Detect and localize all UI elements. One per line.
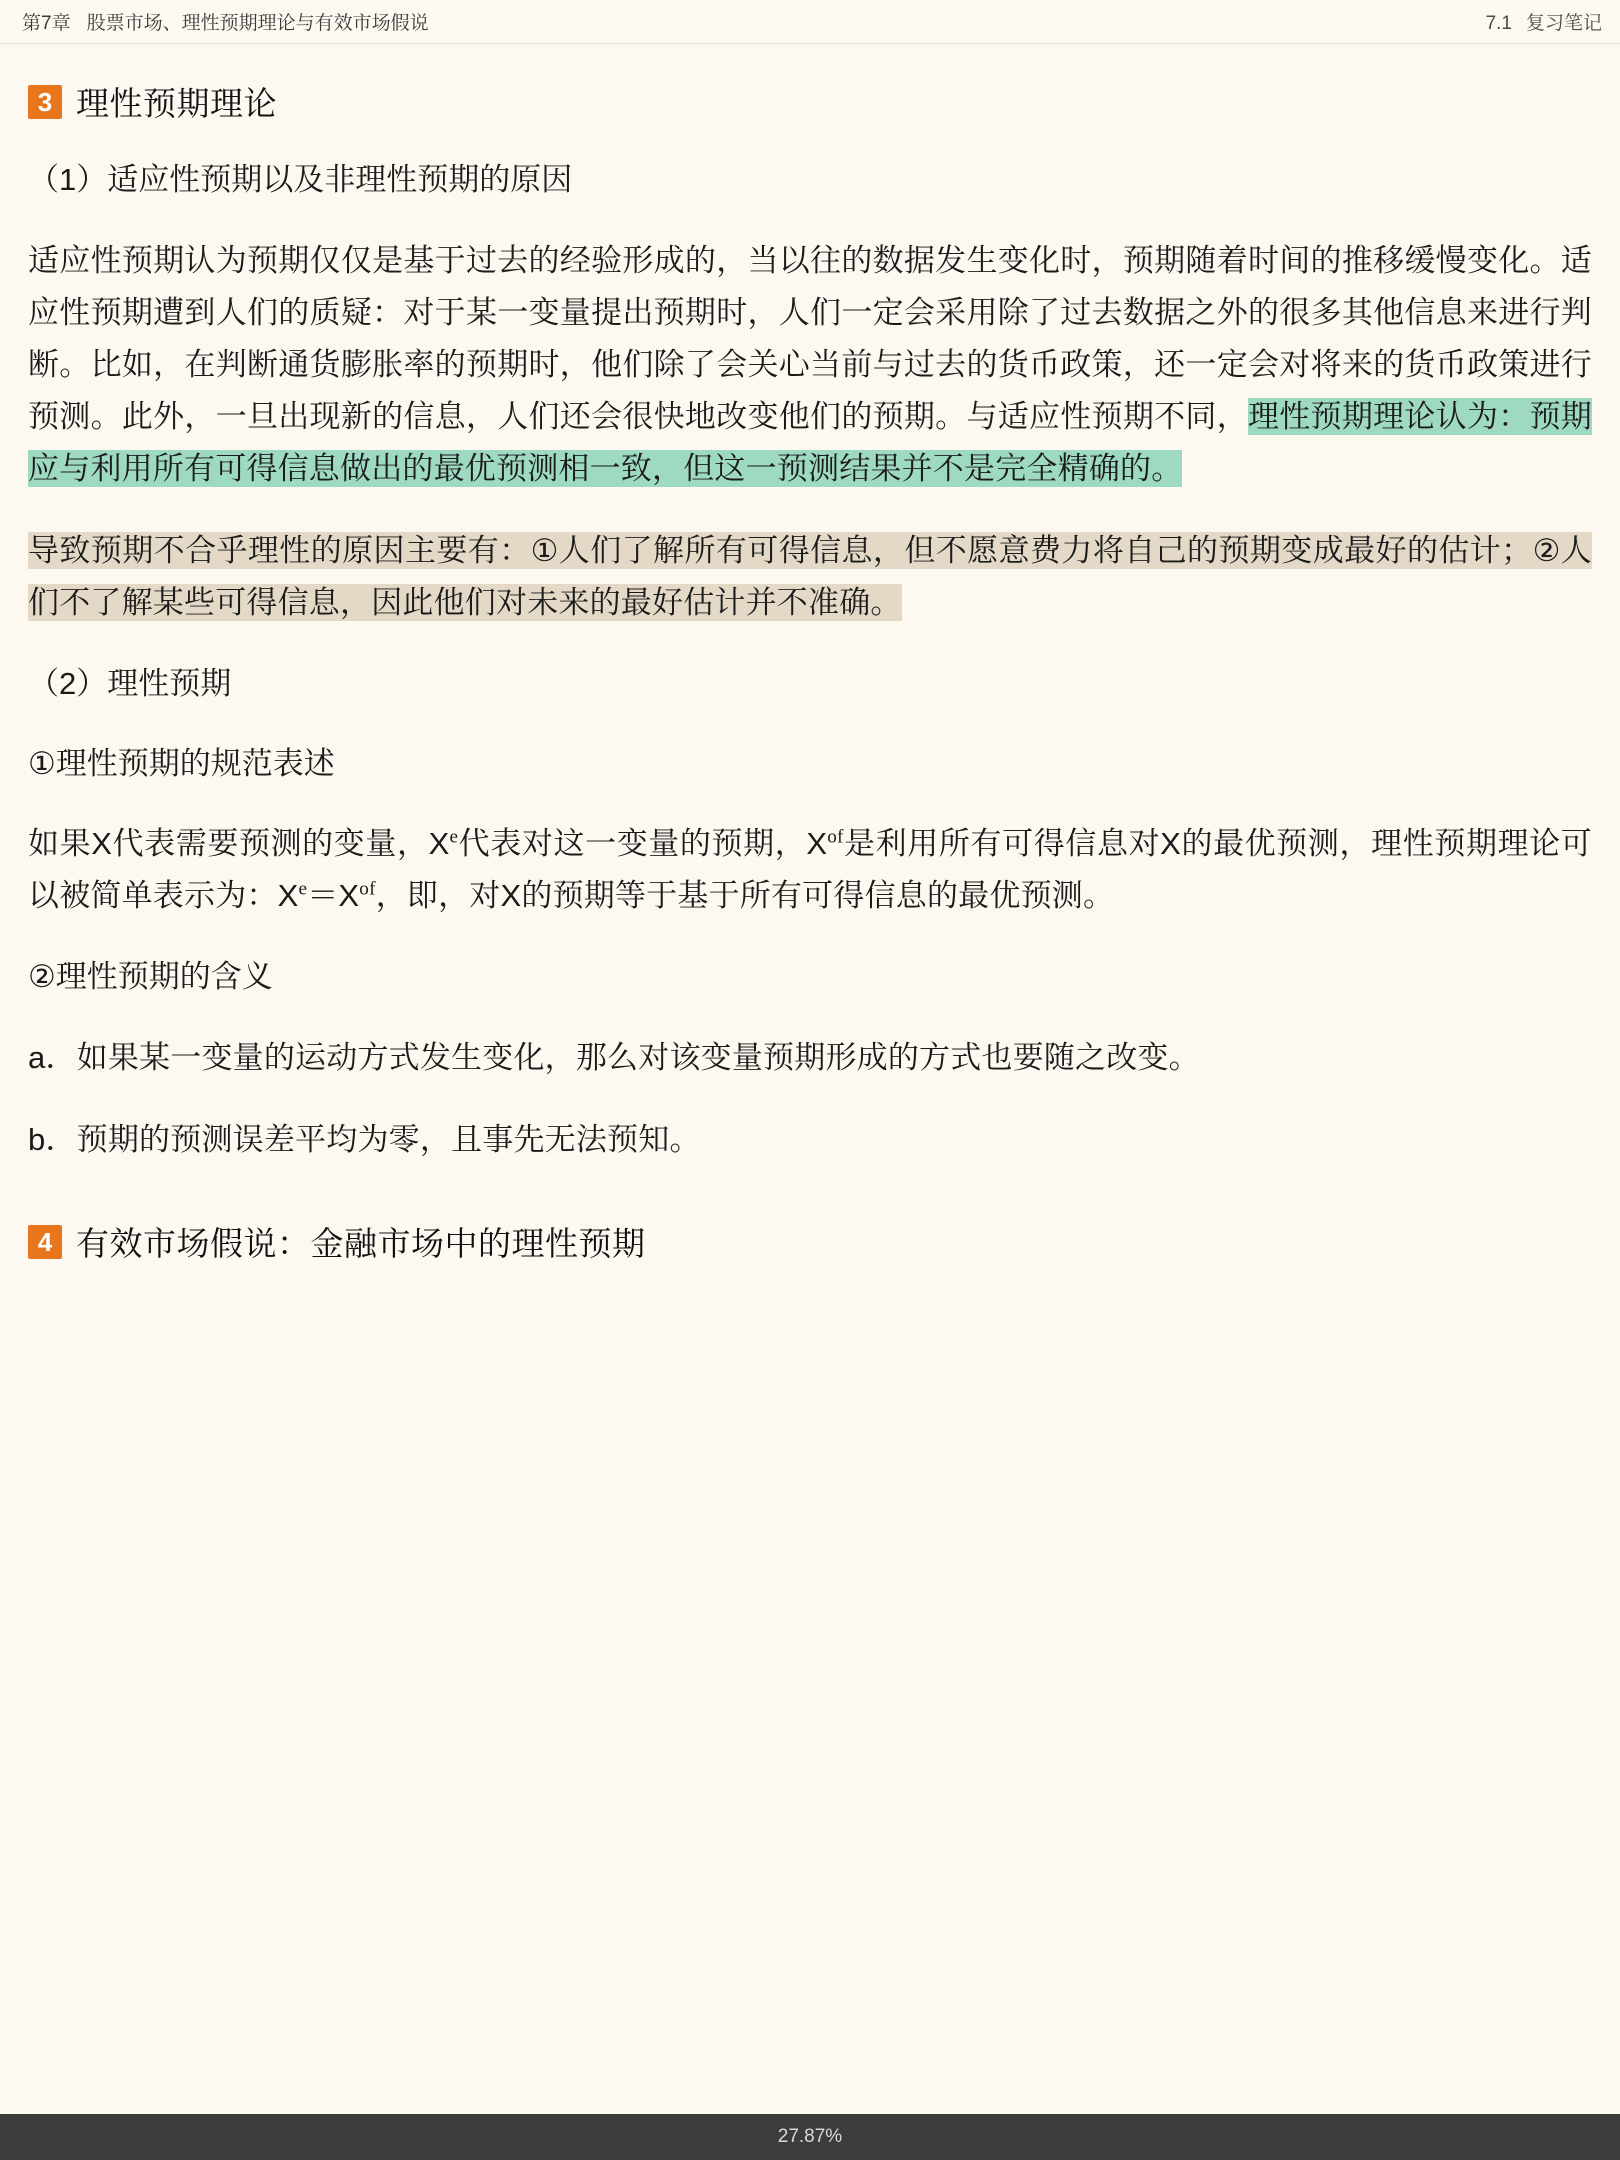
header-left [22, 8, 429, 35]
section-heading-3 [28, 78, 1592, 125]
formula-superscript-of1: of [827, 827, 844, 848]
section-heading-4 [28, 1218, 1592, 1265]
formula-text-b: 代表对这一变量的预期，X [458, 826, 828, 862]
section-title-3: 理性预期理论 [76, 85, 277, 122]
subsection-2-title: （2）理性预期 [28, 666, 232, 702]
header-right [1486, 8, 1602, 35]
section-badge-3: 3 [28, 85, 62, 119]
point-b: b．预期的预测误差平均为零，且事先无法预知。 [28, 1122, 701, 1158]
point-a: a．如果某一变量的运动方式发生变化，那么对该变量预期形成的方式也要随之改变。 [28, 1040, 1200, 1076]
page-header [0, 0, 1620, 44]
header-section-number: 7.1 [1485, 13, 1512, 34]
formula-text-a: 如果X代表需要预测的变量，X [28, 826, 450, 862]
item-2-title: ②理性预期的含义 [28, 959, 273, 995]
paragraph-formal-statement [28, 818, 1592, 922]
page-footer [0, 2114, 1620, 2160]
item-1-title: ①理性预期的规范表述 [28, 745, 335, 781]
paragraph-plain-text: 适应性预期认为预期仅仅是基于过去的经验形成的，当以往的数据发生变化时，预期随着时间的推移缓慢变化。适应性预期遭到人们的质疑：对于某一变量提出预期时，人们一定会采用除了过去数据之外的很多其他信息来进行判断。比如，在判断通货膨胀率的预期时，他们除了会关心当前与过去的货币政策，还一定会对将来的货币政策进行预测。此外，一旦出现新的信息，人们还会很快地改变他们的预期。与适应性预期不同， [28, 242, 1592, 434]
page-content [0, 44, 1620, 2160]
header-chapter-label: 第7章 [22, 13, 71, 34]
header-chapter-title: 股票市场、理性预期理论与有效市场假说 [86, 13, 429, 34]
formula-text-d: ＝X [307, 878, 360, 914]
paragraph-adaptive-expectations [28, 235, 1592, 495]
highlight-irrational-reasons: 导致预期不合乎理性的原因主要有：①人们了解所有可得信息，但不愿意费力将自己的预期变成最好的估计；②人们不了解某些可得信息，因此他们对未来的最好估计并不准确。 [28, 532, 1592, 621]
formula-superscript-e1: e [449, 827, 459, 848]
reading-progress: 27.87% [777, 2126, 843, 2147]
formula-superscript-of2: of [359, 879, 376, 901]
formula-text-c: 是利用所有可得信息对X的最优预测，理性预期理论可以被简单表示为：X [28, 826, 1592, 914]
section-badge-4: 4 [28, 1225, 62, 1259]
formula-text-e: ，即，对X的预期等于基于所有可得信息的最优预测。 [375, 878, 1115, 914]
header-section-title: 复习笔记 [1525, 13, 1602, 34]
paragraph-irrational-reasons [28, 525, 1592, 629]
formula-superscript-e2: e [298, 879, 308, 901]
highlight-rational-expectations: 理性预期理论认为：预期应与利用所有可得信息做出的最优预测相一致，但这一预测结果并不是完全精确的。 [28, 398, 1592, 486]
section-title-4: 有效市场假说：金融市场中的理性预期 [76, 1225, 646, 1263]
subsection-1-title: （1）适应性预期以及非理性预期的原因 [28, 162, 573, 197]
